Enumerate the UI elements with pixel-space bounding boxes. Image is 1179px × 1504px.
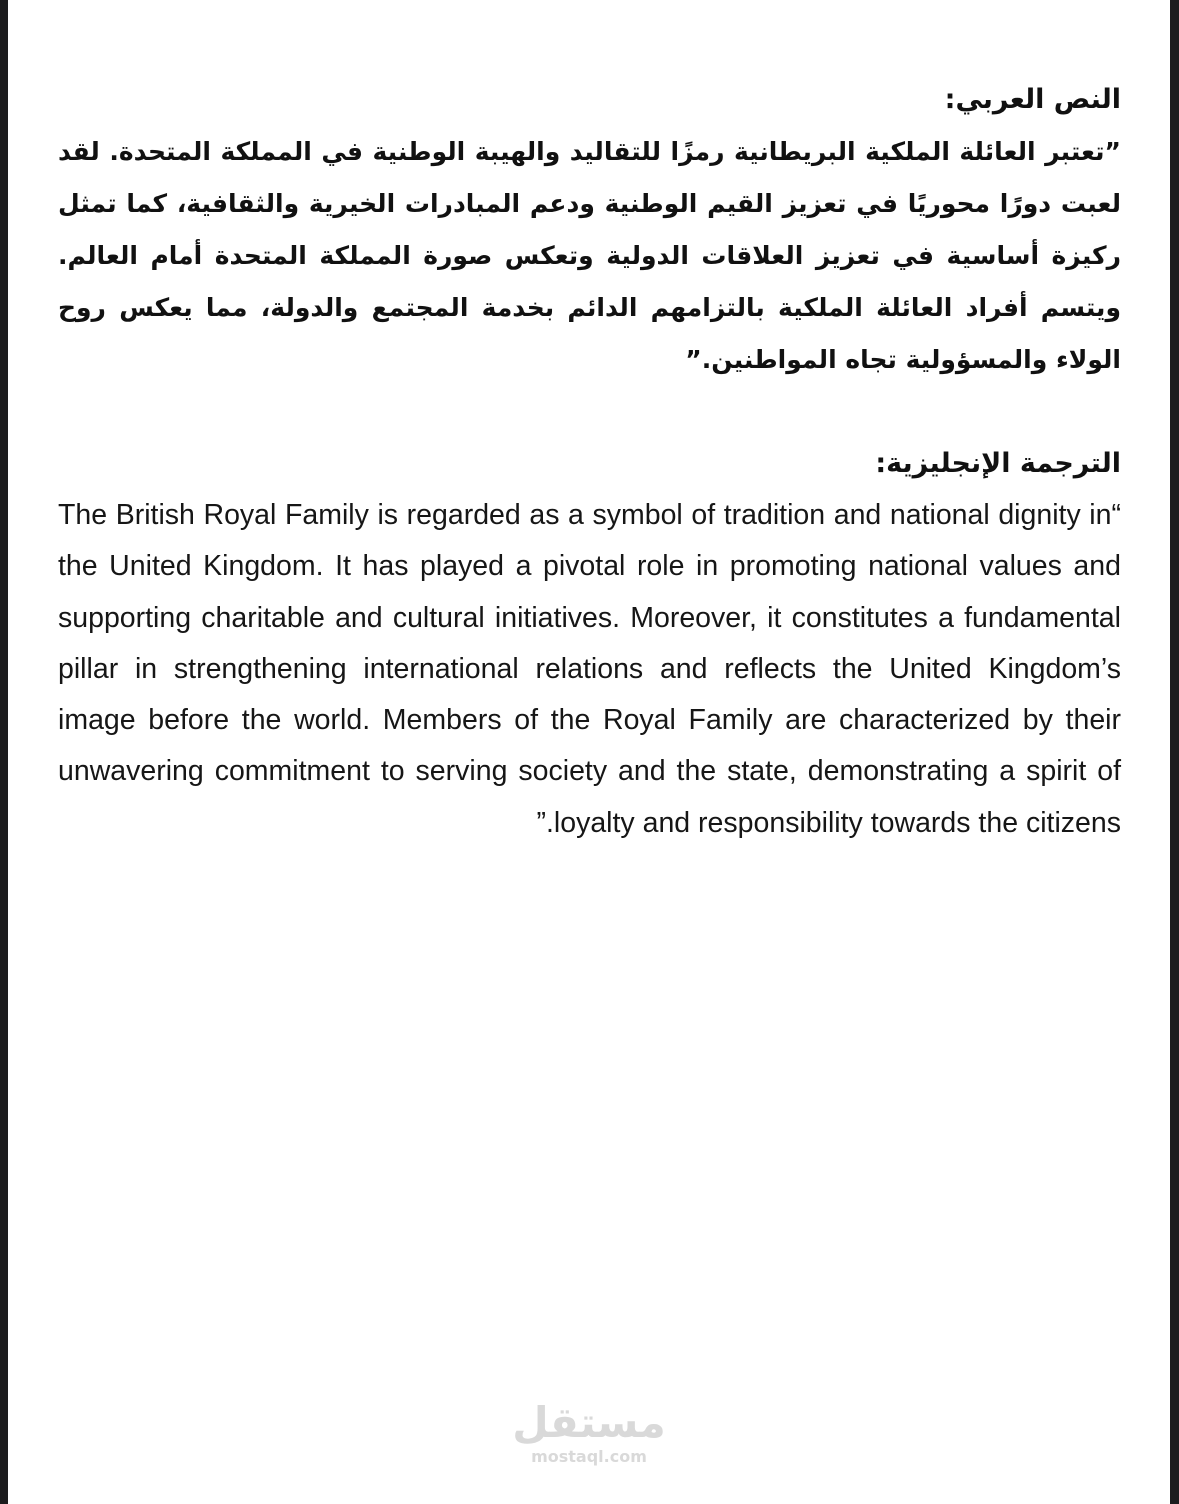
mostaql-site-text: mostaql.com xyxy=(531,1447,647,1466)
english-translation-heading: الترجمة الإنجليزية: xyxy=(875,448,1121,479)
arabic-text-heading: النص العربي: xyxy=(944,84,1121,115)
english-translation-body: “The British Royal Family is regarded as a symbol of tradition and national dignity in the United Kingdom. It has played a pivotal role in promoting national values and supporting charitable and cultural initiatives. Moreover, it constitutes a fundamental pillar in strengthening international relations and reflects the United Kingdom’s image before the world. Members of the Royal Family are characterized by their unwavering commitment to serving society and the state, demonstrating a spirit of loyalty and responsibility towards the citizens.” xyxy=(58,499,1121,839)
section-spacer xyxy=(58,386,1121,438)
arabic-text-body: ”تعتبر العائلة الملكية البريطانية رمزًا للتقاليد والهيبة الوطنية في المملكة المتحدة. لقد لعبت دورًا محوريًا في تعزيز القيم الوطنية ودعم المبادرات الخيرية والثقافية، كما تمثل ركيزة أساسية في تعزيز العلاقات الدولية وتعكس صورة المملكة المتحدة أمام العالم. ويتسم أفراد العائلة الملكية بالتزامهم الدائم بخدمة المجتمع والدولة، مما يعكس روح الولاء والمسؤولية تجاه المواطنين.” xyxy=(58,137,1121,374)
right-window-edge xyxy=(1170,0,1179,1504)
document-content xyxy=(58,74,1121,849)
left-window-edge xyxy=(0,0,8,1504)
mostaql-logo-text: مستقل xyxy=(512,1398,666,1447)
mostaql-watermark xyxy=(489,1398,689,1466)
